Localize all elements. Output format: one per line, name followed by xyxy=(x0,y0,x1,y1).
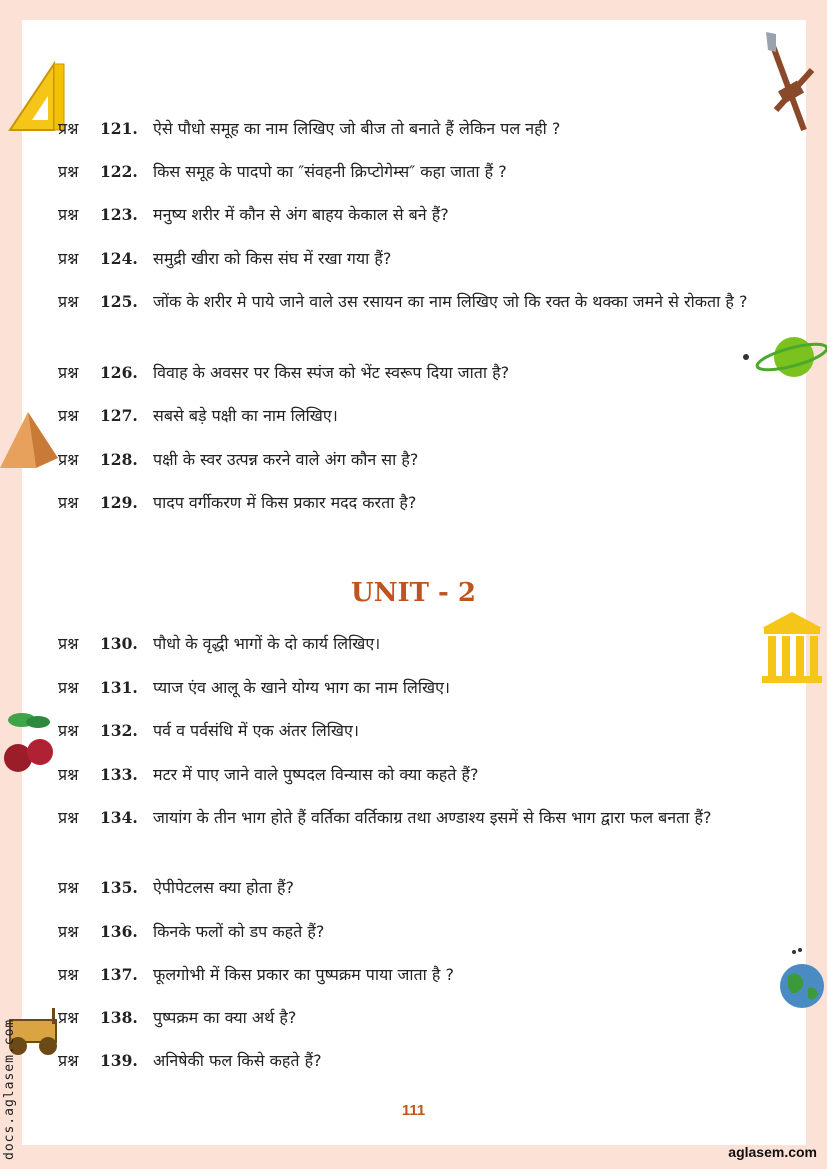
question-text: मनुष्य शरीर में कौन से अंग बाहय केकाल से बने हैं? xyxy=(153,205,449,224)
question-number: 121. xyxy=(100,119,138,138)
question-prefix: प्रश्न xyxy=(58,162,79,181)
question-text: जायांग के तीन भाग होते हैं वर्तिका वर्तिकाग्र तथा अण्डाश्य इसमें से किस भाग द्वारा फल बनता हैं? xyxy=(153,808,712,827)
question-prefix: प्रश्न xyxy=(58,765,79,784)
side-watermark: docs.aglasem.com xyxy=(2,1018,17,1160)
question-number: 137. xyxy=(100,965,138,984)
question-text: विवाह के अवसर पर किस स्पंज को भेंट स्वरूप दिया जाता है? xyxy=(153,363,510,382)
question-prefix: प्रश्न xyxy=(58,493,79,512)
question-text: सबसे बड़े पक्षी का नाम लिखिए। xyxy=(153,406,338,425)
question-number: 125. xyxy=(100,292,138,311)
question-number: 136. xyxy=(100,922,138,941)
question-number: 129. xyxy=(100,493,138,512)
question-text: किनके फलों को डप कहते हैं? xyxy=(153,922,325,941)
question-prefix: प्रश्न xyxy=(58,965,79,984)
question-prefix: प्रश्न xyxy=(58,119,79,138)
question-prefix: प्रश्न xyxy=(58,205,79,224)
question-text: प्याज एंव आलू के खाने योग्य भाग का नाम लिखिए। xyxy=(153,678,450,697)
question-text: समुद्री खीरा को किस संघ में रखा गया हैं? xyxy=(153,249,392,268)
question-number: 126. xyxy=(100,363,138,382)
question-number: 130. xyxy=(100,634,138,653)
question-number: 127. xyxy=(100,406,138,425)
question-number: 135. xyxy=(100,878,138,897)
question-text: ऐसे पौधो समूह का नाम लिखिए जो बीज तो बनाते हैं लेकिन पल नही ? xyxy=(153,119,561,138)
question-prefix: प्रश्न xyxy=(58,1051,79,1070)
question-text: ऐपीपेटलस क्या होता हैं? xyxy=(153,878,295,897)
unit-heading: UNIT - 2 xyxy=(351,578,476,608)
question-text: पुष्पक्रम का क्या अर्थ है? xyxy=(153,1008,297,1027)
question-prefix: प्रश्न xyxy=(58,922,79,941)
question-text: पादप वर्गीकरण में किस प्रकार मदद करता है? xyxy=(153,493,417,512)
question-number: 128. xyxy=(100,450,138,469)
question-prefix: प्रश्न xyxy=(58,721,79,740)
question-prefix: प्रश्न xyxy=(58,249,79,268)
question-text: पक्षी के स्वर उत्पन्न करने वाले अंग कौन सा है? xyxy=(153,450,419,469)
question-prefix: प्रश्न xyxy=(58,292,79,311)
question-prefix: प्रश्न xyxy=(58,808,79,827)
page-number: 111 xyxy=(401,1102,426,1119)
cherries-icon xyxy=(0,708,60,778)
question-prefix: प्रश्न xyxy=(58,363,79,382)
question-number: 134. xyxy=(100,808,138,827)
footer-site[interactable]: aglasem.com xyxy=(728,1144,817,1160)
question-prefix: प्रश्न xyxy=(58,678,79,697)
question-number: 138. xyxy=(100,1008,138,1027)
question-prefix: प्रश्न xyxy=(58,406,79,425)
question-text: जोंक के शरीर मे पाये जाने वाले उस रसायन का नाम लिखिए जो कि रक्त के थक्का जमने से रोकता है ? xyxy=(153,292,748,311)
question-number: 139. xyxy=(100,1051,138,1070)
question-text: पर्व व पर्वसंधि में एक अंतर लिखिए। xyxy=(153,721,359,740)
globe-icon xyxy=(776,946,826,1016)
question-prefix: प्रश्न xyxy=(58,1008,79,1027)
question-prefix: प्रश्न xyxy=(58,878,79,897)
question-number: 122. xyxy=(100,162,138,181)
question-text: पौधो के वृद्धी भागों के दो कार्य लिखिए। xyxy=(153,634,381,653)
question-number: 123. xyxy=(100,205,138,224)
question-text: अनिषेकी फल किसे कहते हैं? xyxy=(153,1051,322,1070)
question-text: किस समूह के पादपो का ″संवहनी क्रिप्टोगेम्स″ कहा जाता हैं ? xyxy=(153,162,507,181)
question-text: फूलगोभी में किस प्रकार का पुष्पक्रम पाया जाता है ? xyxy=(153,965,454,984)
pyramid-icon xyxy=(0,410,60,470)
question-number: 132. xyxy=(100,721,138,740)
question-number: 133. xyxy=(100,765,138,784)
question-number: 131. xyxy=(100,678,138,697)
question-prefix: प्रश्न xyxy=(58,634,79,653)
question-prefix: प्रश्न xyxy=(58,450,79,469)
question-text: मटर में पाए जाने वाले पुष्पदल विन्यास को क्या कहते हैं? xyxy=(153,765,479,784)
question-number: 124. xyxy=(100,249,138,268)
